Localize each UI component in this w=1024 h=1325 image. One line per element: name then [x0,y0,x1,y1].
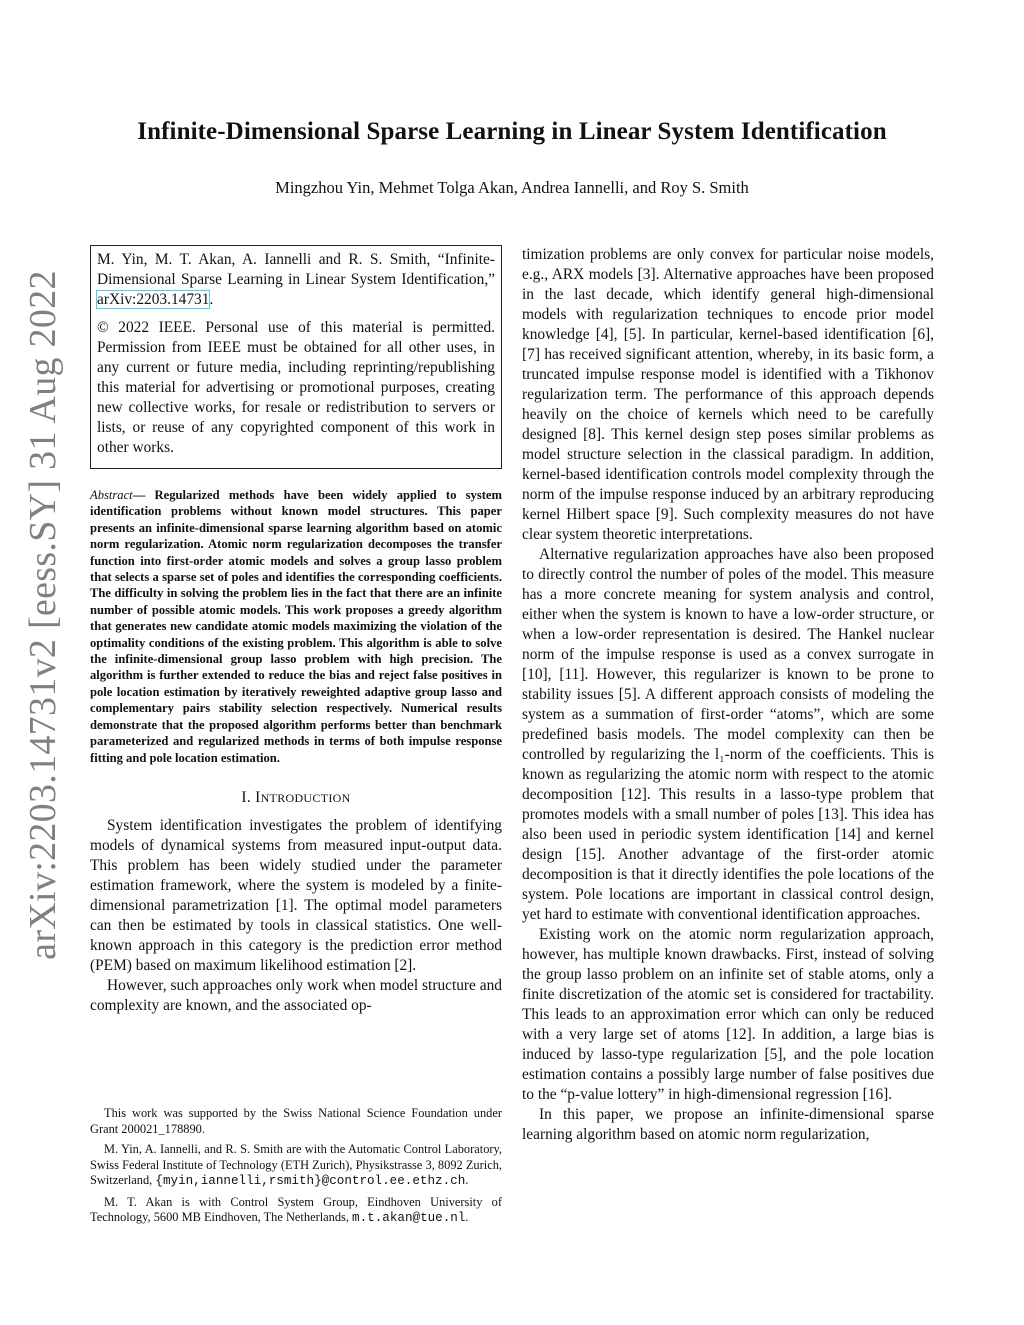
citation-text: M. Yin, M. T. Akan, A. Iannelli and R. S. Smith, “Infinite-Dimensional Sparse Learning in Linear System Identification,” [97,251,495,288]
footnote-affiliation-1 [90,1142,502,1190]
abstract-label: Abstract [90,488,133,502]
footnote-affiliation-2 [90,1195,502,1227]
affiliation-2-text: M. T. Akan is with Control System Group, Eindhoven University of Technology, 5600 MB Eindhoven, The Netherlands, [90,1194,502,1224]
body-paragraph-1: timization problems are only convex for particular noise models, e.g., ARX models [3]. Alternative approaches have been proposed in the last decade, which identify general high-dimensional models with regularization techniques to encode prior model knowledge [4], [5]. In particular, kernel-based identification [6], [7] has received significant attention, whereby, in its basic form, a truncated impulse response model is identified with a Tikhonov regularization term. The performance of this approach depends heavily on the choice of kernels which need to be carefully designed [8]. This kernel design step poses similar problems as model structure selection in the classical paradigm. In addition, kernel-based identification controls model complexity through the norm of the impulse response induced by an arbitrary reproducing kernel Hilbert space [9]. Such complexity measures do not have clear system theoretic interpretations. [522,246,934,543]
affiliation-1-email: {myin,iannelli,rsmith}@control.ee.ethz.ch [155,1174,466,1188]
intro-paragraph-2: However, such approaches only work when model structure and complexity are known, and the associated op- [90,976,502,1014]
section-title-rest: NTRODUCTION [260,790,351,805]
left-column [90,245,502,1016]
paper-title: Infinite-Dimensional Sparse Learning in Linear System Identification [137,118,887,145]
section-number: I. [241,788,256,806]
copyright-text: © 2022 IEEE. Personal use of this material is permitted. Permission from IEEE must be obtained for all other uses, in any current or future media, including reprinting/republishing this material for advertising or promotional purposes, creating new collective works, for resale or redistribution to servers or lists, or reuse of any copyrighted component of this work in other works. [97,319,495,456]
footnotes [90,1106,502,1232]
abstract-dash: — [132,488,146,502]
abstract [90,487,502,766]
body-paragraph-4: In this paper, we propose an infinite-dimensional sparse learning algorithm based on atomic norm regularization, [522,1106,934,1143]
affiliation-1-end: . [465,1173,469,1187]
citation-end: . [209,291,214,308]
citation-notice [97,250,495,310]
affiliation-2-end: . [465,1210,469,1224]
section-initial: I [255,788,261,806]
paper-authors: Mingzhou Yin, Mehmet Tolga Akan, Andrea Iannelli, and Roy S. Smith [275,178,749,197]
copyright-notice-box [90,245,502,469]
affiliation-2-email: m.t.akan@tue.nl [352,1211,466,1225]
abstract-body: Regularized methods have been widely applied to system identification problems without known model structures. This paper presents an infinite-dimensional sparse learning algorithm based on atomic norm regularization. Atomic norm regularization decomposes the transfer function into first-order atomic models and solves a group lasso problem that selects a sparse set of poles and identifies the corresponding coefficients. The difficulty in solving the problem lies in the fact that there are an infinite number of possible atomic models. This work proposes a greedy algorithm that generates new candidate atomic models maximizing the violation of the optimality conditions of the existing problem. This algorithm is able to solve the infinite-dimensional group lasso problem with high precision. The algorithm is further extended to reduce the bias and reject false positives in pole location estimation by iteratively reweighted adaptive group lasso and complementary pairs stability selection respectively. Numerical results demonstrate that the proposed algorithm performs better than benchmark parameterized and regularized methods in terms of both impulse response fitting and pole location estimation. [90,488,502,765]
intro-paragraph-1: System identification investigates the problem of identifying models of dynamical systems from measured input-output data. This problem has been widely studied under the parameter estimation framework, where the system is modeled by a finite-dimensional parametrization [1]. The optimal model parameters can then be estimated by tools in classical statistics. One well-known approach in this category is the prediction error method (PEM) based on maximum likelihood estimation [2]. [90,816,502,974]
body-paragraph-2: Alternative regularization approaches have also been proposed to directly control the number of poles of the model. This measure has a more concrete meaning for system analysis and control, either when the system is known to have a low-order structure, or when a low-order representation is desired. The Hankel nuclear norm of the impulse response is used as a convex surrogate in [10], [11]. However, this regularizer is known to be prone to stability issues [5]. A different approach consists of modeling the system as a summation of first-order “atoms”, which are some predefined basis models. The model complexity can then be controlled by regularizing the l₁-norm of the coefficients. This is known as regularizing the atomic norm with respect to the atomic decomposition [12]. This results in a lasso-type problem that promotes models with a small number of poles [13]. This idea has also been used in periodic system identification [14] and kernel design [15]. Another advantage of the first-order atomic decomposition is that it directly identifies the pole locations of the system. Pole locations are important in classical control design, yet hard to estimate with conventional identification approaches. [522,546,934,923]
right-column [522,245,934,1145]
arxiv-id: arXiv:2203.14731v2 [eess.SY] 31 Aug 2022 [22,270,64,960]
footnote-funding: This work was supported by the Swiss National Science Foundation under Grant 200021_178890. [90,1106,502,1136]
affiliation-1-text: M. Yin, A. Iannelli, and R. S. Smith are with the Automatic Control Laboratory, Swiss Federal Institute of Technology (ETH Zurich), Physikstrasse 3, 8092 Zurich, Switzerland, [90,1142,502,1187]
section-heading-introduction [90,788,502,808]
body-paragraph-3: Existing work on the atomic norm regularization approach, however, has multiple known drawbacks. First, instead of solving the group lasso problem on an infinite set of stable atoms, only a finite discretization of the atomic set is considered for tractability. This leads to an approximation error which can only be reduced with a very large set of atoms [12]. In addition, a large bias is induced by lasso-type regularization [5], and the pole location estimation contains a possibly large number of false positives due to the “p-value lottery” in high-dimensional regression [16]. [522,926,934,1103]
arxiv-link[interactable]: arXiv:2203.14731 [97,291,210,308]
arxiv-sidebar-stamp [18,270,68,960]
